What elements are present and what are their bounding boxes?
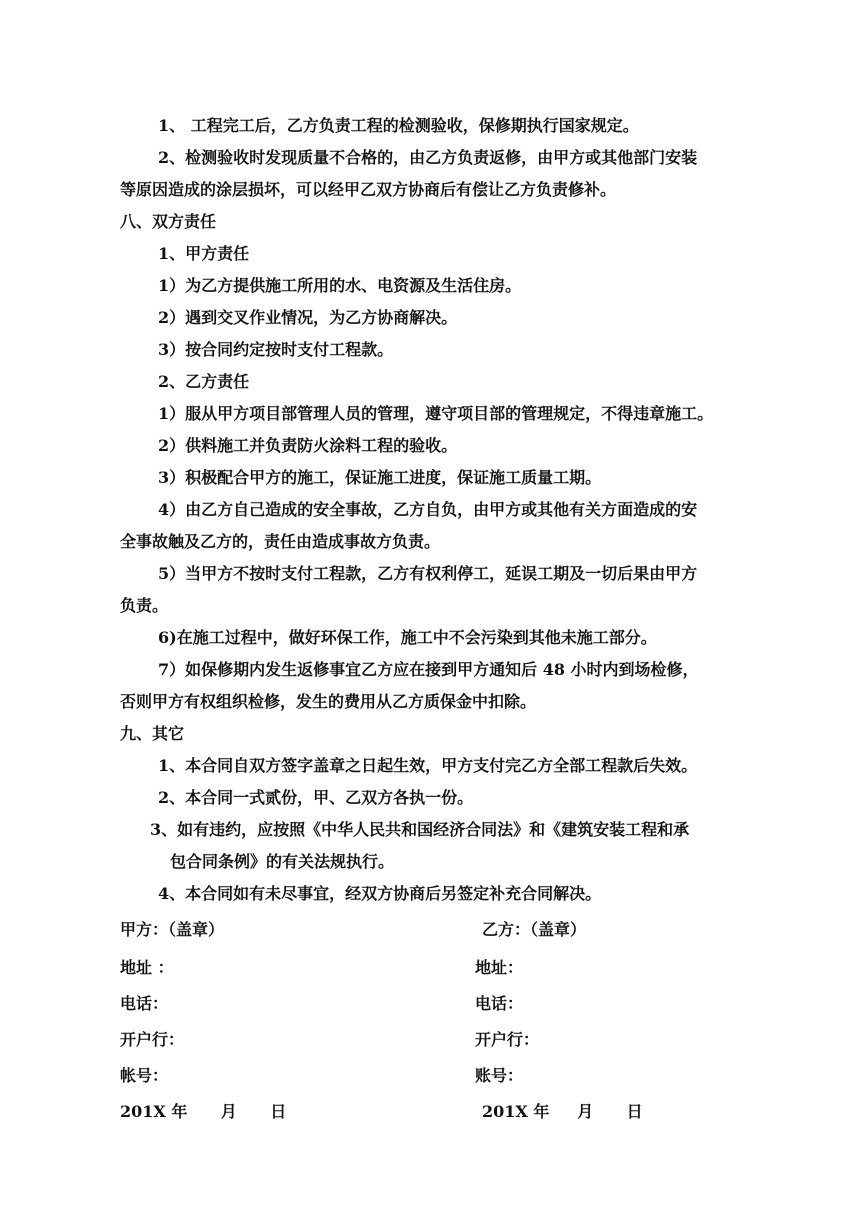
party-b-item-1: 1）服从甲方项目部管理人员的管理，遵守项目部的管理规定，不得违章施工。 xyxy=(158,404,714,423)
party-a-address-label: 地址 ： xyxy=(120,958,174,977)
other-item-3-line2: 包合同条例》的有关法规执行。 xyxy=(170,852,395,871)
party-b-item-4-line2: 全事故触及乙方的，责任由造成事故方负责。 xyxy=(120,532,441,551)
clause-9-1: 1、 工程完工后，乙方负责工程的检测验收，保修期执行国家规定。 xyxy=(158,116,639,135)
party-b-item-3: 3）积极配合甲方的施工，保证施工进度，保证施工质量工期。 xyxy=(158,468,602,487)
party-b-account-label: 账号： xyxy=(475,1066,524,1085)
other-item-1: 1、本合同自双方签字盖章之日起生效，甲方支付完乙方全部工程款后失效。 xyxy=(158,756,698,775)
party-a-item-1: 1）为乙方提供施工所用的水、电资源及生活住房。 xyxy=(158,276,522,295)
party-b-date: 201X 年 月 日 xyxy=(482,1102,643,1121)
section-9-heading: 九、其它 xyxy=(120,724,185,743)
party-b-address-label: 地址： xyxy=(475,958,524,977)
party-b-phone-label: 电话： xyxy=(475,994,524,1013)
party-a-responsibility-heading: 1、甲方责任 xyxy=(158,244,250,263)
party-b-responsibility-heading: 2、乙方责任 xyxy=(158,372,250,391)
party-b-item-5-line1: 5）当甲方不按时支付工程款，乙方有权利停工，延误工期及一切后果由甲方 xyxy=(158,564,698,583)
clause-9-2-line1: 2、检测验收时发现质量不合格的，由乙方负责返修，由甲方或其他部门安装 xyxy=(158,148,698,167)
other-item-2: 2、本合同一式贰份，甲、乙双方各执一份。 xyxy=(158,788,474,807)
party-a-phone-label: 电话： xyxy=(120,994,169,1013)
party-b-item-2: 2）供料施工并负责防火涂料工程的验收。 xyxy=(158,436,458,455)
other-item-3-line1: 3、如有违约，应按照《中华人民共和国经济合同法》和《建筑安装工程和承 xyxy=(150,820,690,839)
party-b-item-5-line2: 负责。 xyxy=(120,596,169,615)
party-b-item-6: 6)在施工过程中，做好环保工作，施工中不会污染到其他未施工部分。 xyxy=(158,628,657,647)
party-b-item-4-line1: 4）由乙方自己造成的安全事故，乙方自负，由甲方或其他有关方面造成的安 xyxy=(158,500,698,519)
other-item-4: 4、本合同如有未尽事宜，经双方协商后另签定补充合同解决。 xyxy=(158,884,602,903)
party-a-date: 201X 年 月 日 xyxy=(120,1102,287,1121)
party-a-bank-label: 开户行： xyxy=(120,1030,185,1049)
party-a-seal-label: 甲方：（盖章） xyxy=(120,920,225,939)
clause-9-2-line2: 等原因造成的涂层损坏，可以经甲乙双方协商后有偿让乙方负责修补。 xyxy=(120,180,617,199)
section-8-heading: 八、双方责任 xyxy=(120,212,217,231)
party-b-seal-label: 乙方：（盖章） xyxy=(482,920,587,939)
party-a-item-3: 3）按合同约定按时支付工程款。 xyxy=(158,340,394,359)
party-a-item-2: 2）遇到交叉作业情况，为乙方协商解决。 xyxy=(158,308,458,327)
party-b-item-7-line1: 7）如保修期内发生返修事宜乙方应在接到甲方通知后 48 小时内到场检修， xyxy=(158,660,699,679)
party-b-item-7-line2: 否则甲方有权组织检修，发生的费用从乙方质保金中扣除。 xyxy=(120,692,537,711)
party-a-account-label: 帐号： xyxy=(120,1066,169,1085)
party-b-bank-label: 开户行： xyxy=(475,1030,540,1049)
